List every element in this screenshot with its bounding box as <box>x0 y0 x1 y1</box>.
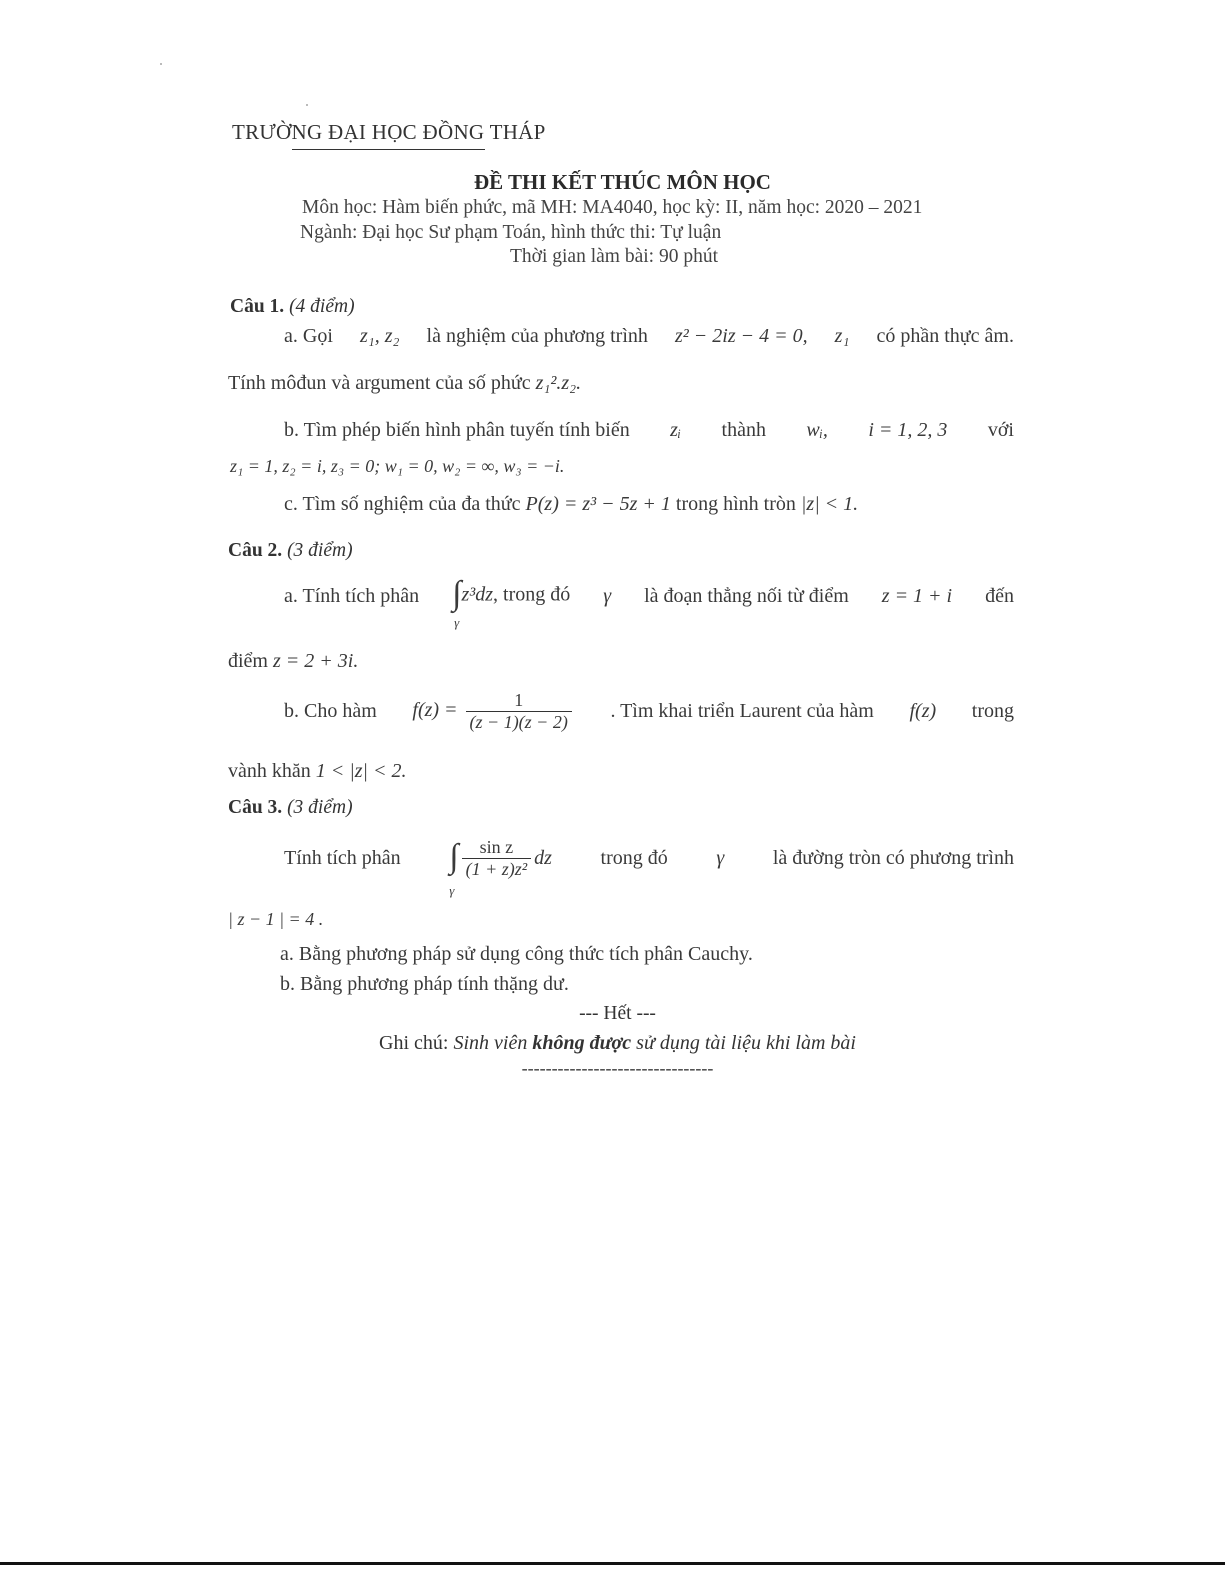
integral-sign-icon: ∫ <box>452 575 462 612</box>
q3a-line: a. Bằng phương pháp sử dụng công thức tích phân Cauchy. <box>280 943 753 965</box>
school-underline <box>292 149 485 150</box>
q2b-denominator: (z − 1)(z − 2) <box>469 712 568 732</box>
q2a-line2-text: điểm <box>228 650 268 672</box>
q3-integral <box>449 837 552 898</box>
q2a-integral <box>452 575 571 630</box>
q1-label: Câu 1. <box>230 296 285 317</box>
q3-denominator: (1 + z)z² <box>465 859 528 879</box>
q3-gamma: γ <box>716 847 725 869</box>
q1a-line2-text: Tính môđun và argument của số phức <box>228 372 531 394</box>
q2b-line1 <box>284 690 1014 733</box>
q2b-function <box>412 690 574 733</box>
q2b-text: b. Cho hàm <box>284 700 377 722</box>
note-post: sử dụng tài liệu khi làm bài <box>636 1032 856 1054</box>
q1b-with: với <box>987 419 1014 441</box>
q1c-text: c. Tìm số nghiệm của đa thức <box>284 493 521 515</box>
q2a-gamma-sub: γ <box>454 615 460 630</box>
q2b-line2-text: vành khăn <box>228 760 311 782</box>
scan-speck <box>306 104 308 106</box>
scan-speck <box>160 63 162 65</box>
q2a-line1 <box>284 575 1014 630</box>
q1b-conditions: z₁ = 1, z₂ = i, z₃ = 0; w₁ = 0, w₂ = ∞, w₃ = −i. <box>230 456 565 476</box>
q2-heading <box>228 540 353 562</box>
end-marker: --- Hết --- <box>579 1003 656 1024</box>
course-line: Môn học: Hàm biến phức, mã MH: MA4040, học kỳ: II, năm học: 2020 – 2021 <box>302 197 923 218</box>
q2a-end-point: z = 2 + 3i. <box>273 650 359 672</box>
q1a-line2 <box>228 372 581 395</box>
q2-label: Câu 2. <box>228 540 283 561</box>
note-pre: Sinh viên <box>453 1032 528 1054</box>
q2b-fraction <box>466 690 572 733</box>
q1a-roots: z₁, z₂ <box>359 325 400 347</box>
q3b-line: b. Bằng phương pháp tính thặng dư. <box>280 973 569 995</box>
q1-heading <box>230 296 355 318</box>
q3-mid2: là đường tròn có phương trình <box>772 847 1014 869</box>
q1-points: (4 điểm) <box>289 296 355 317</box>
q2a-start: z = 1 + i <box>881 584 953 607</box>
q1b-line1 <box>284 419 1014 442</box>
q2a-to: đến <box>985 584 1014 607</box>
q2a-mid: , trong đó <box>493 583 571 606</box>
q3-fraction <box>462 837 532 880</box>
time-line: Thời gian làm bài: 90 phút <box>510 246 718 267</box>
q2b-numerator: 1 <box>466 690 572 712</box>
integral-sign-icon: ∫ <box>449 837 459 875</box>
q1a-line2-expr: z₁².z₂. <box>535 372 582 394</box>
exam-title: ĐỀ THI KẾT THÚC MÔN HỌC <box>474 170 771 194</box>
q1a-end: có phần thực âm. <box>876 325 1014 347</box>
q1b-wi: wᵢ, <box>806 419 828 441</box>
q2b-annulus: 1 < |z| < 2. <box>315 760 407 782</box>
note-label: Ghi chú: <box>379 1032 449 1054</box>
q3-heading <box>228 797 353 819</box>
note-line <box>0 1032 1225 1055</box>
q2a-line2 <box>228 650 358 673</box>
q2a-mid2: là đoạn thẳng nối từ điểm <box>644 584 849 607</box>
scan-bottom-edge <box>0 1562 1225 1565</box>
q1a-z1: z₁ <box>834 325 850 347</box>
q1a-mid: là nghiệm của phương trình <box>426 325 648 347</box>
q2b-line2 <box>228 760 407 783</box>
q1a-prefix: a. Gọi <box>284 325 333 347</box>
q2b-end: trong <box>971 700 1014 722</box>
q1b-zi: zᵢ <box>670 419 682 441</box>
closing-dashes: -------------------------------- <box>521 1058 714 1078</box>
q1a-equation: z² − 2iz − 4 = 0, <box>674 325 808 347</box>
q1b-to: thành <box>721 419 766 441</box>
q2b-f2: f(z) <box>909 700 937 722</box>
q2a-gamma: γ <box>603 584 612 607</box>
q3-numerator: sin z <box>462 837 532 859</box>
q1b-index: i = 1, 2, 3 <box>868 419 948 441</box>
major-line: Ngành: Đại học Sư phạm Toán, hình thức thi: Tự luận <box>300 222 722 243</box>
note-bold: không được <box>532 1032 632 1054</box>
q3-points: (3 điểm) <box>287 797 353 818</box>
q3-text: Tính tích phân <box>284 847 401 869</box>
q3-circle: | z − 1 | = 4 . <box>228 909 324 929</box>
q3-dz: dz <box>534 847 552 869</box>
q1c-disk: |z| < 1. <box>800 493 859 515</box>
q1a-line1 <box>284 325 1014 348</box>
school-name: TRƯỜNG ĐẠI HỌC ĐỒNG THÁP <box>232 120 546 144</box>
q3-label: Câu 3. <box>228 797 283 818</box>
q2-points: (3 điểm) <box>287 540 353 561</box>
q2b-mid: . Tìm khai triển Laurent của hàm <box>610 700 874 722</box>
q3-mid: trong đó <box>600 847 668 869</box>
q1c-line <box>284 493 858 516</box>
q2a-text: a. Tính tích phân <box>284 584 420 607</box>
q3-line1 <box>284 837 1014 898</box>
q2b-f: f(z) = <box>412 699 458 722</box>
q3-gamma-sub: γ <box>449 883 455 898</box>
q1b-text: b. Tìm phép biến hình phân tuyến tính biến <box>284 419 630 441</box>
q1c-poly: P(z) = z³ − 5z + 1 <box>525 493 671 515</box>
q1c-mid: trong hình tròn <box>675 493 796 515</box>
q2a-integrand: z³dz <box>461 583 494 606</box>
